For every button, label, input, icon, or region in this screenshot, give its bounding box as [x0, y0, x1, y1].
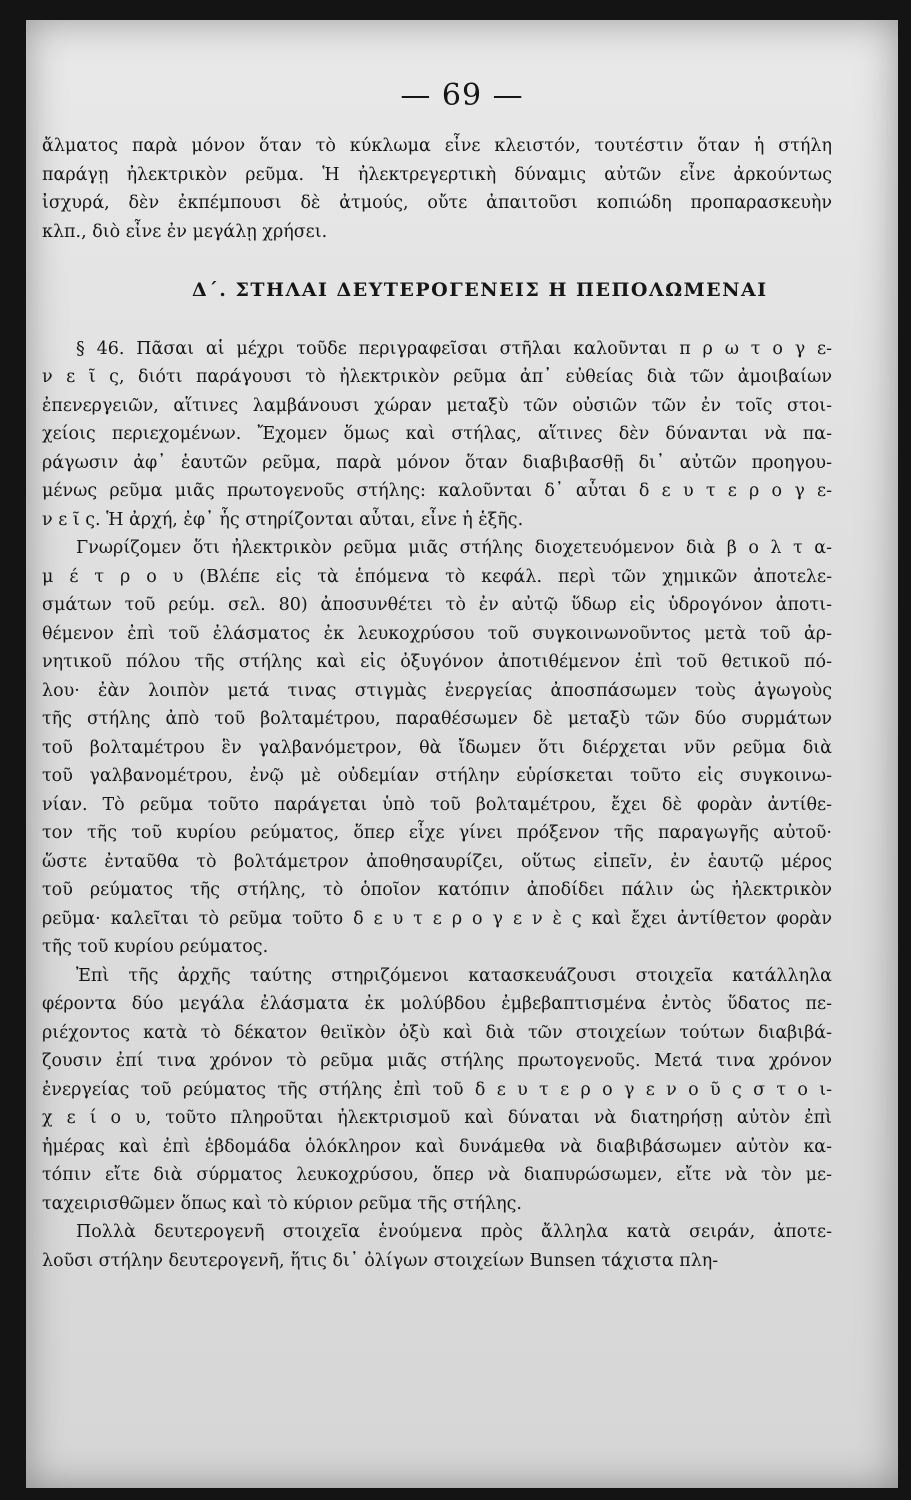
text-line: κλπ., διὸ εἶνε ἐν μεγάλῃ χρήσει. [42, 221, 328, 242]
text-line: ἐπενεργειῶν, αἵτινες λαμβάνουσι χώραν μεταξὺ τῶν οὐσιῶν τῶν ἐν τοῖς στοι- [42, 395, 832, 416]
text-line: ν ε ῖ ς, διότι παράγουσι τὸ ἠλεκτρικὸν ρεῦμα ἀπ᾿ εὐθείας διὰ τῶν ἀμοιβαίων [42, 367, 832, 387]
text-line: τῆς τοῦ κυρίου ρεύματος. [42, 937, 269, 957]
text-line: ἄλματος παρὰ μόνον ὅταν τὸ κύκλωμα εἶνε κλειστόν, τουτέστιν ὅταν ἡ στήλη [42, 136, 832, 156]
text-line: Γνωρίζομεν ὅτι ἠλεκτρικὸν ρεῦμα μιᾶς στήλης διοχετευόμενον διὰ β ο λ τ α- [76, 538, 832, 558]
text-line: ἐνεργείας τοῦ ρεύματος τῆς στήλης ἐπὶ τοῦ δ ε υ τ ε ρ ο γ ε ν ο ῦ ς σ τ ο ι- [42, 1079, 832, 1100]
book-page [26, 20, 898, 1488]
text-line: ρεῦμα· καλεῖται τὸ ρεῦμα τοῦτο δ ε υ τ ε ρ ο γ ε ν ὲ ς καὶ ἔχει ἀντίθετον φορὰν [42, 908, 832, 929]
text-line: τῆς στήλης ἀπὸ τοῦ βολταμέτρου, παραθέσωμεν δὲ μεταξὺ τῶν δύο συρμάτων [42, 709, 832, 729]
text-line: ριέχοντος κατὰ τὸ δέκατον θειϊκὸν ὀξὺ καὶ διὰ τῶν στοιχείων τούτων διαβιβά- [42, 1022, 832, 1043]
text-line: μένως ρεῦμα μιᾶς πρωτογενοῦς στήλης: καλοῦνται δ᾿ αὗται δ ε υ τ ε ρ ο γ ε- [42, 481, 832, 501]
text-line: χείοις περιεχομένων. Ἔχομεν ὅμως καὶ στήλας, αἵτινες δὲν δύνανται νὰ πα- [42, 424, 832, 444]
text-line: λοῦσι στήλην δευτερογενῆ, ἥτις δι᾿ ὀλίγων στοιχείων Bunsen τάχιστα πλη- [42, 1250, 719, 1271]
text-line: νίαν. Τὸ ρεῦμα τοῦτο παράγεται ὑπὸ τοῦ βολταμέτρου, ἔχει δὲ φορὰν ἀντίθε- [42, 794, 832, 815]
text-line: ζουσιν ἐπί τινα χρόνον τὸ ρεῦμα μιᾶς στήλης πρωτογενοῦς. Μετά τινα χρόνον [42, 1051, 832, 1071]
paragraph [42, 534, 832, 962]
text-line: ὥστε ἐνταῦθα τὸ βολτάμετρον ἀποθησαυρίζει, οὕτως εἰπεῖν, ἐν ἑαυτῷ μέρος [42, 851, 832, 872]
text-line: μ έ τ ρ ο υ (Βλέπε εἰς τὰ ἑπόμενα τὸ κεφάλ. περὶ τῶν χημικῶν ἀποτελε- [42, 566, 832, 587]
page-number: — 69 — [400, 78, 524, 113]
text-line: λου· ἐὰν λοιπὸν μετά τινας στιγμὰς ἐνεργείας ἀποσπάσωμεν τοὺς ἀγωγοὺς [42, 680, 832, 701]
text-line: τοῦ γαλβανομέτρου, ἐνῷ μὲ οὐδεμίαν στήλην εὑρίσκεται τοῦτο εἰς συγκοινω- [42, 766, 832, 786]
text-line: τοῦ ρεύματος τῆς στήλης, τὸ ὁποῖον κατόπιν ἀποδίδει πάλιν ὡς ἠλεκτρικὸν [42, 880, 832, 900]
paragraph [42, 335, 832, 535]
text-line: τοῦ βολταμέτρου ἓν γαλβανόμετρον, θὰ ἴδωμεν ὅτι διέρχεται νῦν ρεῦμα διὰ [42, 737, 832, 758]
text-line: Πολλὰ δευτερογενῆ στοιχεῖα ἑνούμενα πρὸς ἄλληλα κατὰ σειράν, ἀποτε- [76, 1222, 832, 1242]
text-line: παράγῃ ἠλεκτρικὸν ρεῦμα. Ἡ ἠλεκτρεγερτικὴ δύναμις αὐτῶν εἶνε ἀρκούντως [42, 164, 832, 185]
text-line: ράγωσιν ἀφ᾿ ἑαυτῶν ρεῦμα, παρὰ μόνον ὅταν διαβιβασθῇ δι᾿ αὐτῶν προηγου- [42, 452, 832, 473]
paragraph [42, 1218, 832, 1275]
text-line: νητικοῦ πόλου τῆς στήλης καὶ εἰς ὀξυγόνον ἀποτιθέμενον ἐπὶ τοῦ θετικοῦ πό- [42, 652, 832, 672]
text-line: τόπιν εἴτε διὰ σύρματος λευκοχρύσου, ὅπερ νὰ διαπυρώσωμεν, εἴτε νὰ τὸν με- [42, 1165, 832, 1185]
text-line: ἡμέρας καὶ ἐπὶ ἑβδομάδα ὁλόκληρον καὶ δυνάμεθα νὰ διαβιβάσωμεν αὐτὸν κα- [42, 1136, 832, 1157]
text-line: ἰσχυρά, δὲν ἐκπέμπουσι δὲ ἀτμούς, οὔτε ἀπαιτοῦσι κοπιώδη προπαρασκευὴν [42, 193, 832, 213]
text-line: φέροντα δύο μεγάλα ἐλάσματα ἐκ μολύβδου ἐμβεβαπτισμένα ἐντὸς ὕδατος πε- [42, 994, 832, 1014]
text-line: χ ε ί ο υ, τοῦτο πληροῦται ἠλεκτρισμοῦ καὶ δύναται νὰ διατηρήσῃ αὐτὸν ἐπὶ [42, 1108, 832, 1128]
paragraph [42, 962, 832, 1219]
paragraph [42, 132, 832, 246]
text-line: τον τῆς τοῦ κυρίου ρεύματος, ὅπερ εἶχε γίνει πρόξενον τῆς παραγωγῆς αὐτοῦ· [42, 823, 832, 843]
text-line: θέμενον ἐπὶ τοῦ ἐλάσματος ἐκ λευκοχρύσου τοῦ συγκοινωνοῦντος μετὰ τοῦ ἀρ- [42, 623, 832, 644]
page-body [42, 132, 832, 1275]
text-line: σμάτων τοῦ ρεύμ. σελ. 80) ἀποσυνθέτει τὸ ἐν αὐτῷ ὕδωρ εἰς ὑδρογόνον ἀποτι- [42, 595, 832, 615]
section-heading: Δ΄. ΣΤΗΛΑΙ ΔΕΥΤΕΡΟΓΕΝΕΙΣ Η ΠΕΠΟΛΩΜΕΝΑΙ [192, 279, 768, 301]
text-line: Ἐπὶ τῆς ἀρχῆς ταύτης στηριζόμενοι κατασκευάζουσι στοιχεῖα κατάλληλα [76, 965, 832, 986]
text-line: ταχειρισθῶμεν ὅπως καὶ τὸ κύριον ρεῦμα τῆς στήλης. [42, 1193, 522, 1214]
text-before-heading [42, 132, 832, 246]
text-line: ν ε ῖ ς. Ἡ ἀρχή, ἐφ᾿ ἧς στηρίζονται αὗται, εἶνε ἡ ἑξῆς. [42, 509, 524, 530]
text-after-heading [42, 335, 832, 1276]
text-line: § 46. Πᾶσαι αἱ μέχρι τοῦδε περιγραφεῖσαι στῆλαι καλοῦνται π ρ ω τ ο γ ε- [76, 338, 832, 359]
